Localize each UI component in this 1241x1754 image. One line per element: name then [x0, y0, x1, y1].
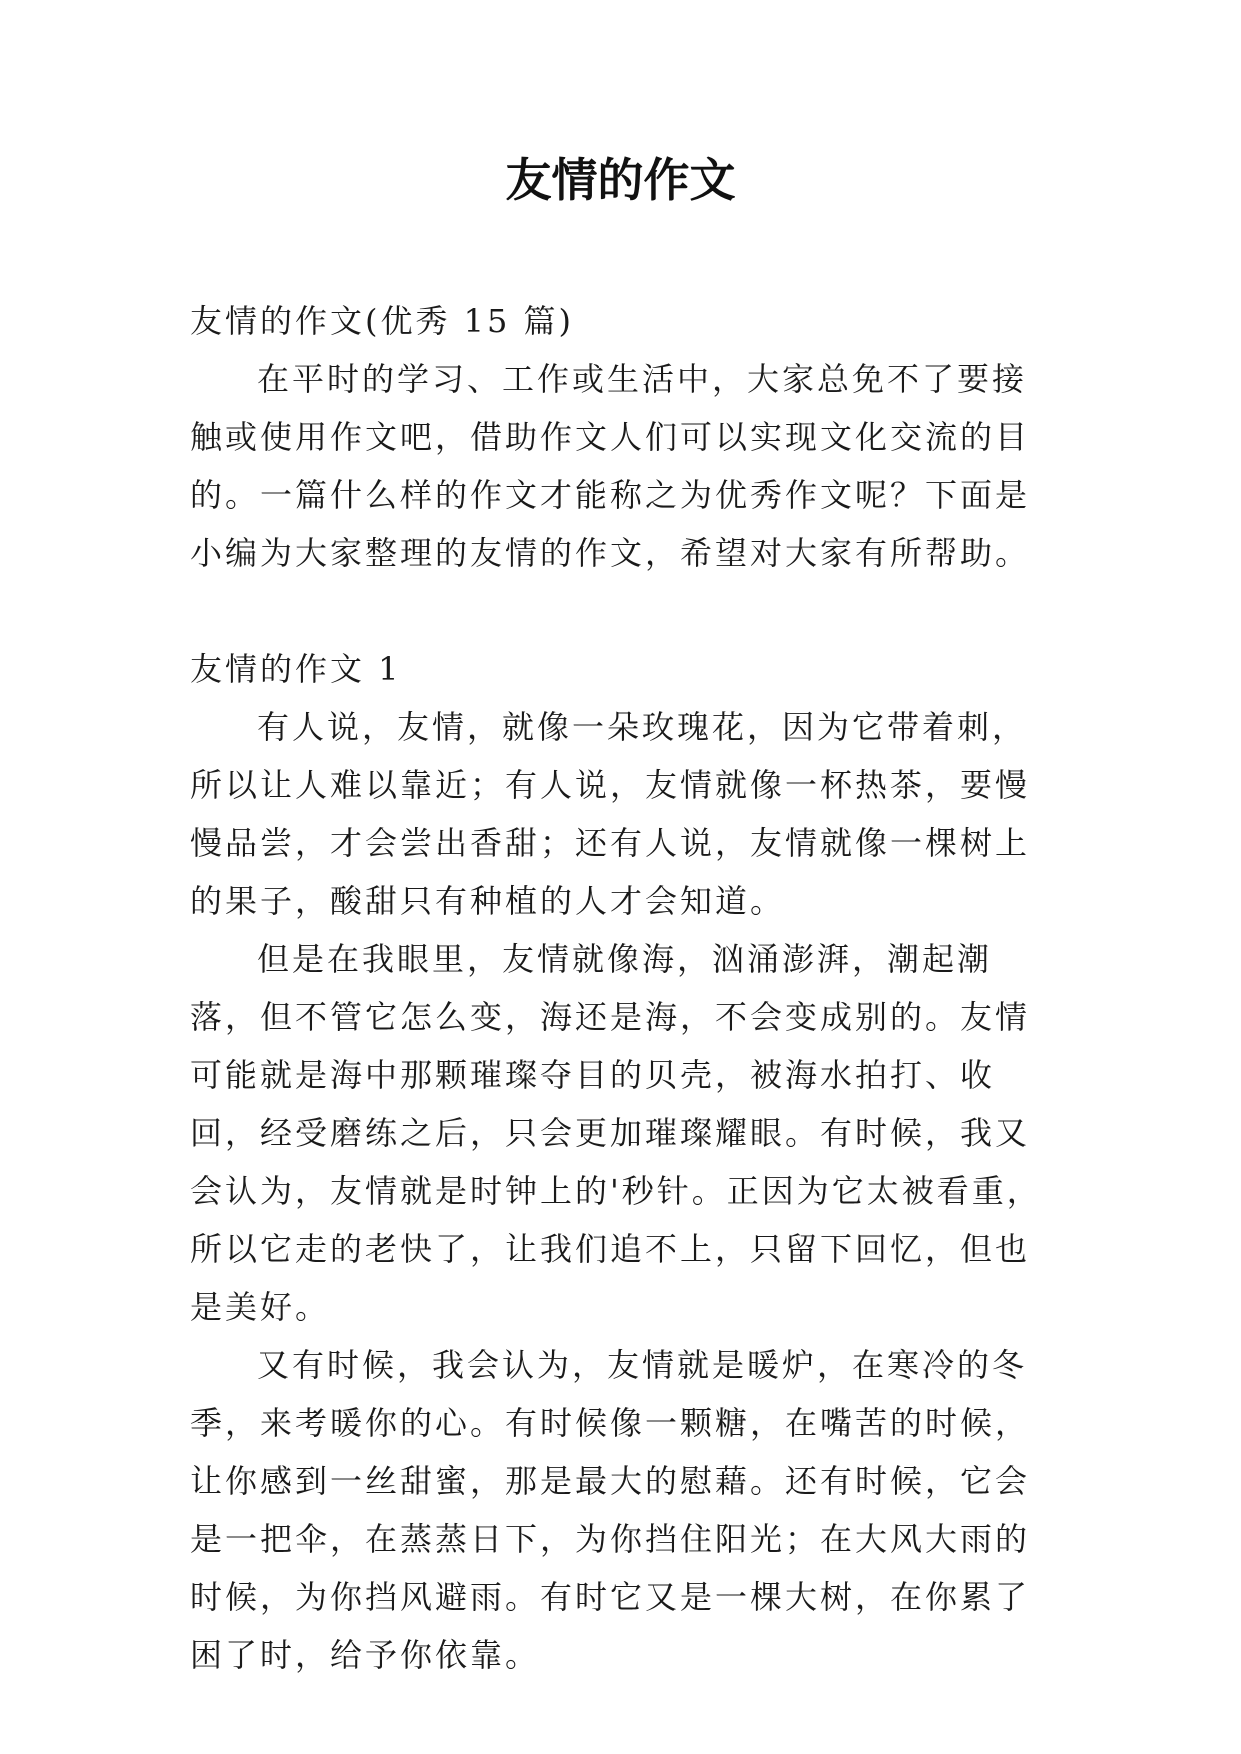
body-paragraph-3: 又有时候，我会认为，友情就是暖炉，在寒冷的冬季，来考暖你的心。有时候像一颗糖，在嘴苦的时候，让你感到一丝甜蜜，那是最大的慰藉。还有时候，它会是一把伞，在蒸蒸日下，为你挡住阳光；在大风大雨的时候，为你挡风避雨。有时它又是一棵大树，在你累了困了时，给予你依靠。	[190, 1346, 1031, 1674]
subtitle: 友情的作文(优秀 15 篇)	[190, 302, 575, 340]
document-title: 友情的作文	[505, 153, 736, 207]
body-paragraph-1: 有人说，友情，就像一朵玫瑰花，因为它带着刺，所以让人难以靠近；有人说，友情就像一杯热茶，要慢慢品尝，才会尝出香甜；还有人说，友情就像一棵树上的果子，酸甜只有种植的人才会知道。	[190, 708, 1031, 920]
section-heading: 友情的作文 1	[190, 650, 402, 688]
document-body	[190, 292, 1055, 1684]
intro-paragraph: 在平时的学习、工作或生活中，大家总免不了要接触或使用作文吧，借助作文人们可以实现文化交流的目的。一篇什么样的作文才能称之为优秀作文呢？下面是小编为大家整理的友情的作文，希望对大家有所帮助。	[190, 360, 1031, 572]
body-paragraph-2: 但是在我眼里，友情就像海，汹涌澎湃，潮起潮落，但不管它怎么变，海还是海，不会变成别的。友情可能就是海中那颗璀璨夺目的贝壳，被海水拍打、收回，经受磨练之后，只会更加璀璨耀眼。有时候，我又会认为，友情就是时钟上的'秒针。正因为它太被看重，所以它走的老快了，让我们追不上，只留下回忆，但也是美好。	[190, 940, 1042, 1326]
section-spacer	[190, 582, 1055, 640]
